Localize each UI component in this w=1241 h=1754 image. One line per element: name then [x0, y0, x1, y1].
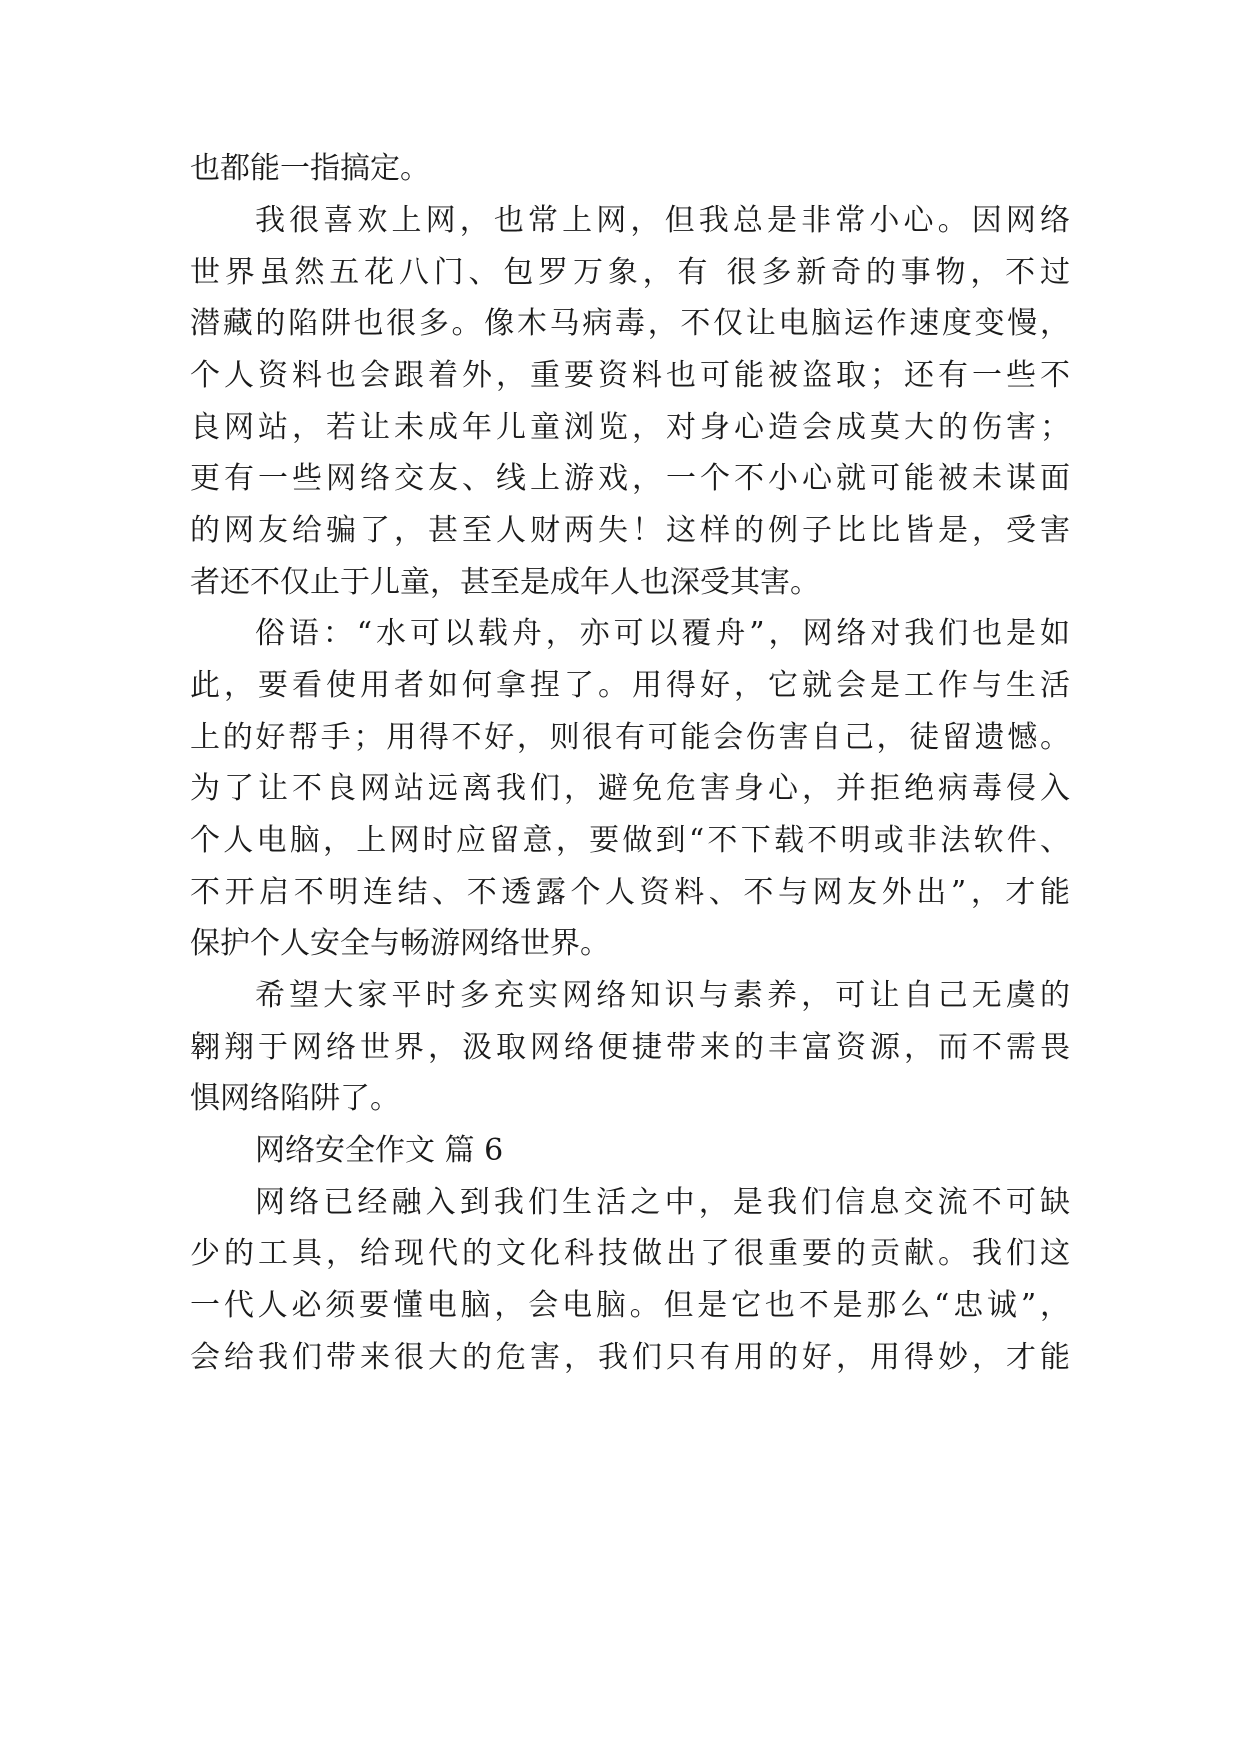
text-line: 良网站，若让未成年儿童浏览，对身心造会成莫大的伤害； [190, 410, 1070, 445]
text-line: 不开启不明连结、不透露个人资料、不与网友外出”，才能 [190, 875, 1070, 910]
paragraph-first-line: 网络已经融入到我们生活之中，是我们信息交流不可缺 [255, 1185, 1070, 1220]
text-line: 此，要看使用者如何拿捏了。用得好，它就会是工作与生活 [190, 668, 1070, 703]
text-line: 潜藏的陷阱也很多。像木马病毒，不仅让电脑运作速度变慢， [190, 306, 1070, 341]
text-line: 个人资料也会跟着外，重要资料也可能被盗取；还有一些不 [190, 358, 1070, 393]
text-line: 少的工具，给现代的文化科技做出了很重要的贡献。我们这 [190, 1236, 1070, 1271]
text-line: 世界虽然五花八门、包罗万象，有 很多新奇的事物，不过 [190, 255, 1070, 290]
text-line: 为了让不良网站远离我们，避免危害身心，并拒绝病毒侵入 [190, 771, 1070, 806]
text-line: 个人电脑，上网时应留意，要做到“不下载不明或非法软件、 [190, 823, 1070, 858]
section-heading: 网络安全作文 篇 6 [255, 1133, 504, 1168]
paragraph-first-line: 我很喜欢上网，也常上网，但我总是非常小心。因网络 [255, 203, 1070, 238]
text-line: 上的好帮手；用得不好，则很有可能会伤害自己，徒留遗憾。 [190, 720, 1070, 755]
text-line: 会给我们带来很大的危害，我们只有用的好，用得妙，才能 [190, 1340, 1070, 1375]
text-line: 一代人必须要懂电脑，会电脑。但是它也不是那么“忠诚”， [190, 1288, 1070, 1323]
paragraph-first-line: 希望大家平时多充实网络知识与素养，可让自己无虞的 [255, 978, 1070, 1013]
paragraph-first-line: 俗语：“水可以载舟，亦可以覆舟”，网络对我们也是如 [255, 616, 1070, 651]
text-line: 者还不仅止于儿童，甚至是成年人也深受其害。 [190, 565, 820, 600]
text-line: 保护个人安全与畅游网络世界。 [190, 926, 610, 961]
text-line: 翱翔于网络世界，汲取网络便捷带来的丰富资源，而不需畏 [190, 1030, 1070, 1065]
text-line: 也都能一指搞定。 [190, 151, 430, 186]
text-line: 惧网络陷阱了。 [190, 1081, 400, 1116]
text-line: 的网友给骗了，甚至人财两失！这样的例子比比皆是，受害 [190, 513, 1070, 548]
text-line: 更有一些网络交友、线上游戏，一个不小心就可能被未谋面 [190, 461, 1070, 496]
